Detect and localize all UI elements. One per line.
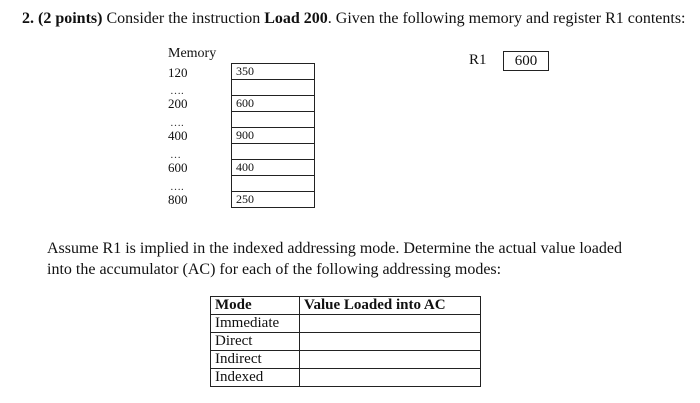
memory-ellipsis: …. [170, 117, 184, 129]
question-rest: . Given the following memory and register R1 contents: [327, 10, 686, 27]
memory-address: 120 [168, 65, 188, 80]
column-header-value: Value Loaded into AC [300, 297, 481, 315]
mode-cell: Direct [211, 333, 300, 351]
memory-gap-cell [231, 79, 315, 96]
memory-header: Memory [168, 46, 217, 61]
memory-ellipsis: …. [170, 181, 184, 193]
register-label: R1 [469, 52, 487, 68]
memory-ellipsis: … [170, 149, 181, 161]
paragraph-line: Assume R1 is implied in the indexed addressing mode. Determine the actual value loaded [47, 240, 622, 257]
table-row [211, 369, 481, 387]
memory-cell: 900 [231, 127, 315, 144]
memory-cell: 350 [231, 63, 315, 80]
question-text [22, 10, 686, 28]
table-row [211, 351, 481, 369]
memory-cell: 400 [231, 159, 315, 176]
table-row [211, 333, 481, 351]
memory-address: 600 [168, 160, 188, 175]
memory-gap-cell [231, 143, 315, 160]
question-instruction: Load 200 [264, 10, 328, 27]
question-number: 2. [22, 10, 34, 27]
value-cell[interactable] [300, 351, 481, 369]
memory-address: 400 [168, 128, 188, 143]
memory-address: 800 [168, 192, 188, 207]
table-header-row [211, 297, 481, 315]
question-intro: Consider the instruction [106, 10, 261, 27]
addressing-modes-table [210, 296, 481, 387]
mode-cell: Immediate [211, 315, 300, 333]
memory-cell: 250 [231, 191, 315, 208]
mode-cell: Indirect [211, 351, 300, 369]
instructions-paragraph [47, 238, 667, 280]
memory-gap-cell [231, 111, 315, 128]
mode-cell: Indexed [211, 369, 300, 387]
paragraph-line: into the accumulator (AC) for each of the following addressing modes: [47, 261, 502, 278]
value-cell[interactable] [300, 333, 481, 351]
question-points: (2 points) [38, 10, 103, 27]
memory-address: 200 [168, 96, 188, 111]
memory-gap-cell [231, 175, 315, 192]
value-cell[interactable] [300, 315, 481, 333]
column-header-mode: Mode [211, 297, 300, 315]
register-value-box: 600 [503, 51, 549, 71]
memory-ellipsis: …. [170, 85, 184, 97]
value-cell[interactable] [300, 369, 481, 387]
table-row [211, 315, 481, 333]
memory-cell: 600 [231, 95, 315, 112]
